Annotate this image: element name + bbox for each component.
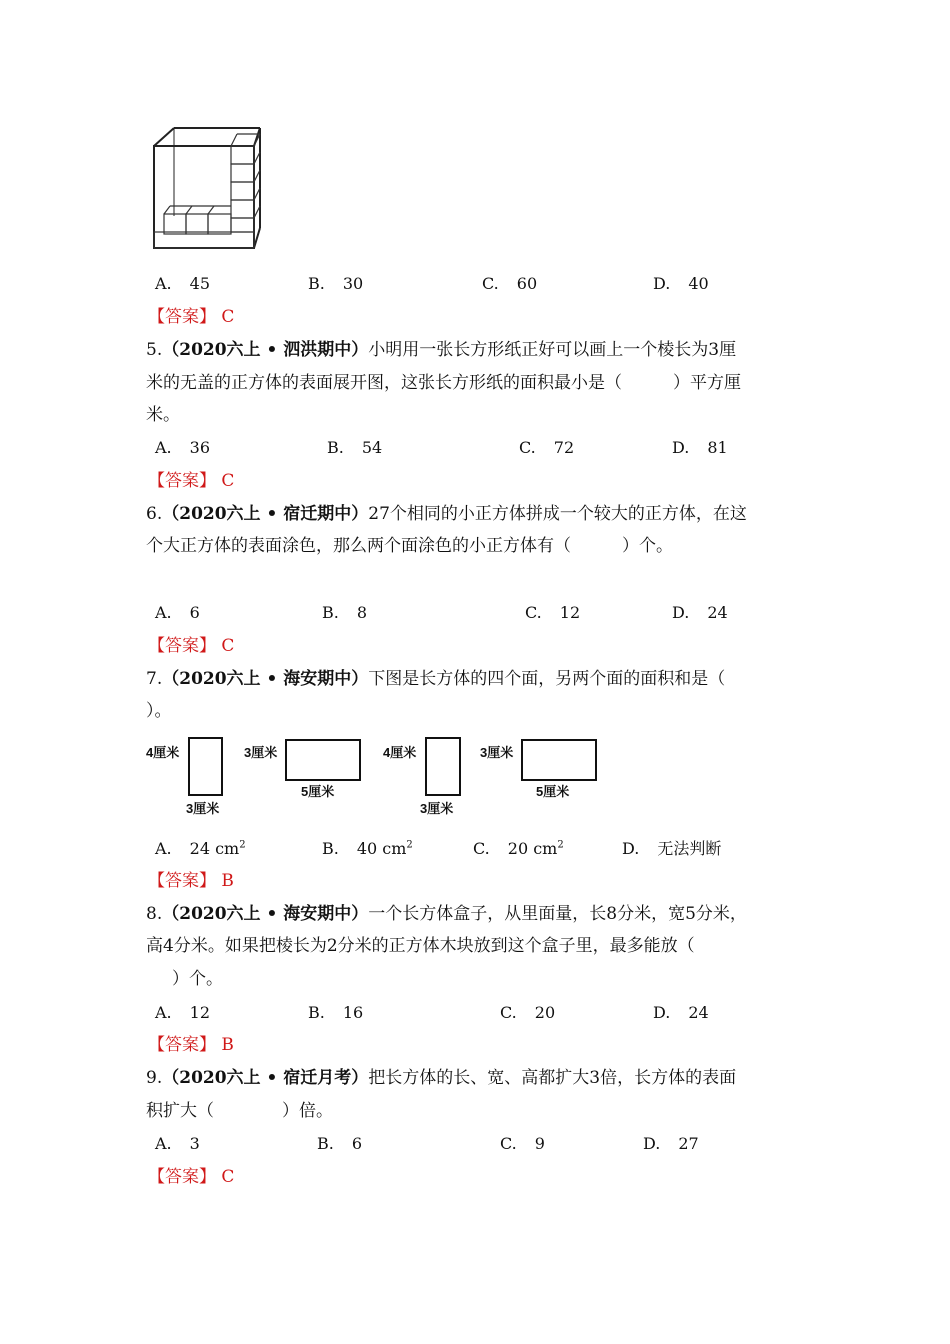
q9-option-d[interactable]: D. 27	[643, 1134, 699, 1153]
q6-option-d[interactable]: D. 24	[672, 603, 728, 622]
q7-option-b[interactable]: B. 40 $cm^2$	[322, 839, 413, 858]
q8-option-b[interactable]: B. 16	[308, 1003, 364, 1022]
rect1	[188, 737, 223, 796]
q5-option-a[interactable]: A. 36	[155, 438, 210, 457]
q7-option-c[interactable]: C. 20 $cm^2$	[473, 839, 564, 858]
rect4	[521, 739, 597, 781]
q4-option-c[interactable]: C. 60	[482, 274, 538, 293]
q6-option-a[interactable]: A. 6	[155, 603, 200, 622]
q8-line-1: 8.（2020六上 • 海安期中）一个长方体盒子，从里面量，长8分米，宽5分米，	[146, 904, 747, 924]
rect3-bottom-label: 3厘米	[420, 801, 454, 816]
q8-option-c[interactable]: C. 20	[500, 1003, 556, 1022]
q5-line-1: 5.（2020六上 • 泗洪期中）小明用一张长方形纸正好可以画上一个棱长为3厘	[146, 340, 737, 360]
q5-line-2: 米的无盖的正方体的表面展开图，这张长方形纸的面积最小是（ ）平方厘	[146, 373, 741, 393]
q7-answer: 【答案】 B	[148, 871, 234, 891]
rect4-side-label: 3厘米	[480, 745, 514, 760]
q5-option-b[interactable]: B. 54	[327, 438, 383, 457]
q8-option-a[interactable]: A. 12	[155, 1003, 210, 1022]
rect1-side-label: 4厘米	[146, 745, 180, 760]
q6-answer: 【答案】 C	[148, 636, 235, 656]
rect2-side-label: 3厘米	[244, 745, 278, 760]
q6-line-2: 个大正方体的表面涂色，那么两个面涂色的小正方体有（ ）个。	[146, 536, 673, 556]
q8-line-2: 高4分米。如果把棱长为2分米的正方体木块放到这个盒子里，最多能放（	[146, 936, 695, 956]
q4-option-a[interactable]: A. 45	[155, 274, 210, 293]
q4-option-d[interactable]: D. 40	[653, 274, 709, 293]
rect4-bottom-label: 5厘米	[536, 784, 570, 799]
q6-option-b[interactable]: B. 8	[322, 603, 368, 622]
q8-option-d[interactable]: D. 24	[653, 1003, 709, 1022]
q7-option-d[interactable]: D. 无法判断	[622, 839, 722, 858]
rect3-side-label: 4厘米	[383, 745, 417, 760]
q6-line-1: 6.（2020六上 • 宿迁期中）27个相同的小正方体拼成一个较大的正方体，在这	[146, 504, 747, 524]
q5-line-3: 米。	[146, 405, 180, 425]
q9-option-c[interactable]: C. 9	[500, 1134, 545, 1153]
q6-option-c[interactable]: C. 12	[525, 603, 581, 622]
q5-option-c[interactable]: C. 72	[519, 438, 575, 457]
rect2	[285, 739, 361, 781]
rect1-bottom-label: 3厘米	[186, 801, 220, 816]
q8-answer: 【答案】 B	[148, 1035, 234, 1055]
q7-line-1: 7.（2020六上 • 海安期中）下图是长方体的四个面，另两个面的面积和是（	[146, 669, 726, 689]
q9-line-2: 积扩大（ ）倍。	[146, 1101, 333, 1121]
q9-option-a[interactable]: A. 3	[155, 1134, 200, 1153]
q5-option-d[interactable]: D. 81	[672, 438, 728, 457]
q8-line-3: ）个。	[172, 969, 223, 989]
rect3	[425, 737, 461, 796]
q7-line-2: ）。	[146, 701, 172, 721]
q5-answer: 【答案】 C	[148, 471, 235, 491]
rect2-bottom-label: 5厘米	[301, 784, 335, 799]
q9-option-b[interactable]: B. 6	[317, 1134, 363, 1153]
cube-box-figure	[148, 124, 278, 259]
q4-answer: 【答案】 C	[148, 307, 235, 327]
q9-answer: 【答案】 C	[148, 1167, 235, 1187]
q7-option-a[interactable]: A. 24 $cm^2$	[155, 839, 246, 858]
q4-option-b[interactable]: B. 30	[308, 274, 364, 293]
q9-line-1: 9.（2020六上 • 宿迁月考）把长方体的长、宽、高都扩大3倍，长方体的表面	[146, 1068, 737, 1088]
